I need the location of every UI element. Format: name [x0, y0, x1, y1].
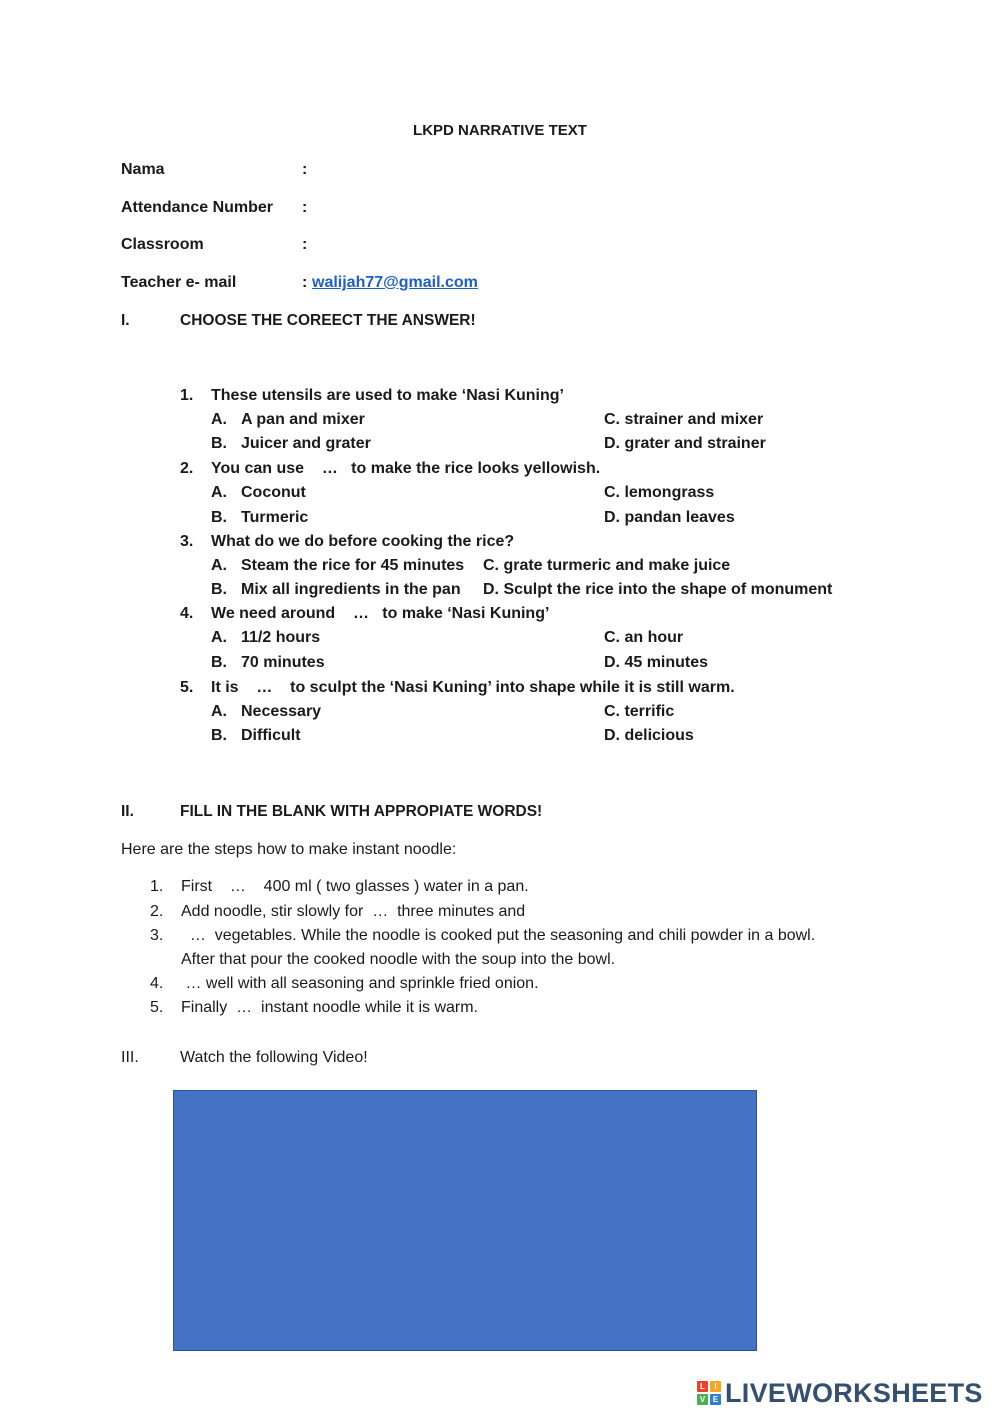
- section-3-heading: Watch the following Video!: [180, 1049, 368, 1066]
- option-a-letter: A.: [211, 703, 227, 720]
- question-text: What do we do before cooking the rice?: [211, 533, 515, 550]
- logo-grid-icon: [697, 1381, 721, 1405]
- option-b: Juicer and grater: [241, 435, 371, 452]
- option-d: D. grater and strainer: [604, 435, 766, 452]
- option-d: D. 45 minutes: [604, 654, 709, 671]
- teacher-email-label: Teacher e- mail: [121, 274, 237, 291]
- option-b-letter: B.: [211, 654, 227, 671]
- step-text: Finally … instant noodle while it is warm.: [181, 999, 478, 1016]
- liveworksheets-logo: [697, 1378, 983, 1408]
- attendance-label: Attendance Number: [121, 199, 274, 216]
- option-d: D. pandan leaves: [604, 509, 735, 526]
- step-text: First … 400 ml ( two glasses ) water in a pan.: [181, 878, 529, 895]
- option-a: 11/2 hours: [241, 629, 321, 646]
- step-text-continued: After that pour the cooked noodle with the soup into the bowl.: [181, 951, 616, 968]
- option-b-letter: B.: [211, 435, 227, 452]
- question-number: 4.: [180, 605, 194, 622]
- video-placeholder[interactable]: [173, 1090, 757, 1351]
- teacher-email-colon: :: [302, 274, 308, 291]
- logo-letter: L: [697, 1381, 708, 1392]
- option-b: Turmeric: [241, 509, 309, 526]
- logo-text: LIVEWORKSHEETS: [725, 1377, 983, 1408]
- name-colon: :: [302, 161, 308, 178]
- section-2-intro: Here are the steps how to make instant noodle:: [121, 841, 457, 858]
- question-number: 5.: [180, 679, 194, 696]
- section-1-heading: CHOOSE THE COREECT THE ANSWER!: [180, 312, 476, 329]
- option-a: Steam the rice for 45 minutes: [241, 557, 465, 574]
- option-a-letter: A.: [211, 411, 227, 428]
- option-a-letter: A.: [211, 629, 227, 646]
- question-number: 1.: [180, 387, 194, 404]
- logo-letter: E: [710, 1394, 721, 1405]
- page-title: LKPD NARRATIVE TEXT: [413, 122, 587, 139]
- step-text: … well with all seasoning and sprinkle fried onion.: [181, 975, 539, 992]
- option-c: C. lemongrass: [604, 484, 715, 501]
- step-number: 1.: [150, 878, 164, 895]
- step-text: … vegetables. While the noodle is cooked put the seasoning and chili powder in a bowl.: [181, 927, 816, 944]
- option-c: C. grate turmeric and make juice: [483, 557, 731, 574]
- name-label: Nama: [121, 161, 165, 178]
- logo-letter: V: [697, 1394, 708, 1405]
- step-number: 2.: [150, 903, 164, 920]
- question-number: 2.: [180, 460, 194, 477]
- question-text: It is … to sculpt the ‘Nasi Kuning’ into shape while it is still warm.: [211, 679, 735, 696]
- option-c: C. terrific: [604, 703, 675, 720]
- option-d: D. Sculpt the rice into the shape of monument: [483, 581, 833, 598]
- option-a-letter: A.: [211, 484, 227, 501]
- step-text: Add noodle, stir slowly for … three minutes and: [181, 903, 526, 920]
- question-text: You can use … to make the rice looks yellowish.: [211, 460, 601, 477]
- section-1-number: I.: [121, 312, 130, 329]
- option-c: C. strainer and mixer: [604, 411, 764, 428]
- question-text: These utensils are used to make ‘Nasi Kuning’: [211, 387, 564, 404]
- step-number: 4.: [150, 975, 164, 992]
- section-3-number: III.: [121, 1049, 139, 1066]
- question-number: 3.: [180, 533, 194, 550]
- option-b-letter: B.: [211, 581, 227, 598]
- option-b: Mix all ingredients in the pan: [241, 581, 461, 598]
- step-number: 3.: [150, 927, 164, 944]
- attendance-colon: :: [302, 199, 308, 216]
- option-b-letter: B.: [211, 509, 227, 526]
- option-c: C. an hour: [604, 629, 684, 646]
- teacher-email-link[interactable]: walijah77@gmail.com: [312, 274, 478, 291]
- option-a-letter: A.: [211, 557, 227, 574]
- option-a: Necessary: [241, 703, 322, 720]
- section-2-heading: FILL IN THE BLANK WITH APPROPIATE WORDS!: [180, 803, 543, 820]
- logo-letter: I: [710, 1381, 721, 1392]
- section-2-number: II.: [121, 803, 134, 820]
- option-b: 70 minutes: [241, 654, 325, 671]
- option-a: A pan and mixer: [241, 411, 365, 428]
- option-d: D. delicious: [604, 727, 694, 744]
- option-a: Coconut: [241, 484, 306, 501]
- question-text: We need around … to make ‘Nasi Kuning’: [211, 605, 550, 622]
- option-b-letter: B.: [211, 727, 227, 744]
- classroom-colon: :: [302, 236, 308, 253]
- step-number: 5.: [150, 999, 164, 1016]
- classroom-label: Classroom: [121, 236, 204, 253]
- option-b: Difficult: [241, 727, 301, 744]
